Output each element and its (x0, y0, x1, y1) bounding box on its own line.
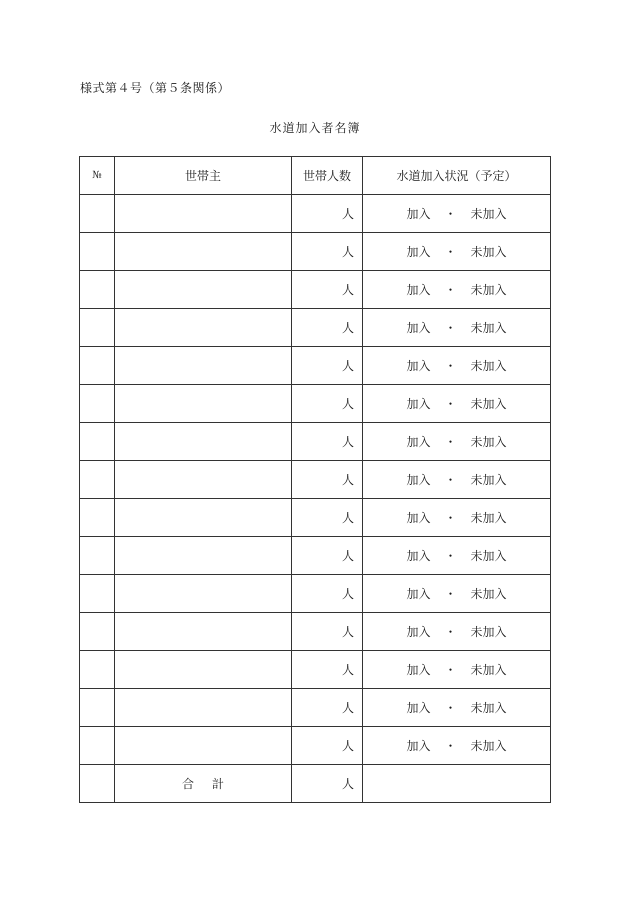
status-join-option[interactable]: 加入 (406, 207, 431, 221)
household-count-cell[interactable] (292, 233, 363, 271)
status-separator: ・ (444, 701, 457, 715)
status-cell (363, 727, 551, 765)
table-row (80, 461, 551, 499)
status-separator: ・ (444, 207, 457, 221)
row-no-cell[interactable] (80, 195, 115, 233)
household-head-cell[interactable] (115, 347, 292, 385)
household-head-cell[interactable] (115, 613, 292, 651)
status-cell (363, 537, 551, 575)
status-not-join-option[interactable]: 未加入 (470, 511, 507, 525)
status-separator: ・ (444, 473, 457, 487)
person-unit: 人 (341, 511, 354, 525)
table-row (80, 423, 551, 461)
status-cell (363, 423, 551, 461)
person-unit: 人 (341, 435, 354, 449)
table-row (80, 347, 551, 385)
row-no-cell[interactable] (80, 575, 115, 613)
person-unit: 人 (341, 473, 354, 487)
status-cell (363, 347, 551, 385)
row-no-cell[interactable] (80, 347, 115, 385)
row-no-cell[interactable] (80, 613, 115, 651)
household-head-cell[interactable] (115, 195, 292, 233)
status-cell (363, 499, 551, 537)
household-head-cell[interactable] (115, 727, 292, 765)
table-row (80, 233, 551, 271)
header-household-count: 世帯人数 (292, 157, 363, 195)
status-not-join-option[interactable]: 未加入 (470, 435, 507, 449)
table-row (80, 613, 551, 651)
table-row (80, 537, 551, 575)
household-count-cell[interactable] (292, 461, 363, 499)
status-separator: ・ (444, 663, 457, 677)
status-separator: ・ (444, 359, 457, 373)
row-no-cell[interactable] (80, 689, 115, 727)
status-not-join-option[interactable]: 未加入 (470, 245, 507, 259)
total-row (80, 765, 551, 803)
household-count-cell[interactable] (292, 423, 363, 461)
status-not-join-option[interactable]: 未加入 (470, 397, 507, 411)
person-unit: 人 (341, 207, 354, 221)
household-count-cell[interactable] (292, 613, 363, 651)
status-not-join-option[interactable]: 未加入 (470, 701, 507, 715)
household-head-cell[interactable] (115, 499, 292, 537)
status-separator: ・ (444, 625, 457, 639)
status-join-option[interactable]: 加入 (406, 435, 431, 449)
person-unit: 人 (341, 625, 354, 639)
row-no-cell[interactable] (80, 651, 115, 689)
household-count-cell[interactable] (292, 537, 363, 575)
person-unit: 人 (341, 701, 354, 715)
household-head-cell[interactable] (115, 537, 292, 575)
total-no-cell (80, 765, 115, 803)
table-row (80, 195, 551, 233)
row-no-cell[interactable] (80, 271, 115, 309)
total-label: 合計 (115, 765, 292, 803)
status-not-join-option[interactable]: 未加入 (470, 207, 507, 221)
status-separator: ・ (444, 549, 457, 563)
form-number-label: 様式第４号（第５条関係） (80, 81, 231, 95)
person-unit: 人 (341, 245, 354, 259)
status-cell (363, 385, 551, 423)
household-count-cell[interactable] (292, 499, 363, 537)
total-unit: 人 (341, 777, 354, 791)
table-header-row (80, 157, 551, 195)
status-join-option[interactable]: 加入 (406, 701, 431, 715)
person-unit: 人 (341, 587, 354, 601)
household-count-cell[interactable] (292, 651, 363, 689)
household-head-cell[interactable] (115, 233, 292, 271)
status-join-option[interactable]: 加入 (406, 663, 431, 677)
status-not-join-option[interactable]: 未加入 (470, 587, 507, 601)
household-head-cell[interactable] (115, 689, 292, 727)
document-title: 水道加入者名簿 (269, 121, 361, 135)
status-not-join-option[interactable]: 未加入 (470, 739, 507, 753)
status-join-option[interactable]: 加入 (406, 511, 431, 525)
status-join-option[interactable]: 加入 (406, 283, 431, 297)
water-subscriber-register-table (79, 156, 551, 803)
person-unit: 人 (341, 321, 354, 335)
row-no-cell[interactable] (80, 385, 115, 423)
household-count-cell[interactable] (292, 689, 363, 727)
status-join-option[interactable]: 加入 (406, 739, 431, 753)
status-join-option[interactable]: 加入 (406, 549, 431, 563)
table-body (80, 195, 551, 765)
total-count-cell[interactable] (292, 765, 363, 803)
status-cell (363, 271, 551, 309)
household-head-cell[interactable] (115, 385, 292, 423)
status-join-option[interactable]: 加入 (406, 359, 431, 373)
status-join-option[interactable]: 加入 (406, 245, 431, 259)
household-count-cell[interactable] (292, 575, 363, 613)
status-not-join-option[interactable]: 未加入 (470, 473, 507, 487)
status-not-join-option[interactable]: 未加入 (470, 663, 507, 677)
header-household-head: 世帯主 (115, 157, 292, 195)
person-unit: 人 (341, 739, 354, 753)
status-join-option[interactable]: 加入 (406, 397, 431, 411)
status-cell (363, 233, 551, 271)
table-row (80, 651, 551, 689)
status-separator: ・ (444, 321, 457, 335)
status-join-option[interactable]: 加入 (406, 625, 431, 639)
status-join-option[interactable]: 加入 (406, 473, 431, 487)
person-unit: 人 (341, 397, 354, 411)
status-separator: ・ (444, 397, 457, 411)
household-count-cell[interactable] (292, 385, 363, 423)
status-separator: ・ (444, 587, 457, 601)
table-row (80, 499, 551, 537)
household-count-cell[interactable] (292, 271, 363, 309)
household-count-cell[interactable] (292, 727, 363, 765)
household-count-cell[interactable] (292, 347, 363, 385)
status-cell (363, 309, 551, 347)
row-no-cell[interactable] (80, 233, 115, 271)
status-separator: ・ (444, 435, 457, 449)
status-cell (363, 613, 551, 651)
row-no-cell[interactable] (80, 499, 115, 537)
status-join-option[interactable]: 加入 (406, 587, 431, 601)
table-row (80, 575, 551, 613)
status-cell (363, 575, 551, 613)
status-not-join-option[interactable]: 未加入 (470, 283, 507, 297)
header-status: 水道加入状況（予定） (363, 157, 551, 195)
person-unit: 人 (341, 663, 354, 677)
household-head-cell[interactable] (115, 461, 292, 499)
household-head-cell[interactable] (115, 651, 292, 689)
status-separator: ・ (444, 283, 457, 297)
table-row (80, 385, 551, 423)
table-row (80, 689, 551, 727)
row-no-cell[interactable] (80, 727, 115, 765)
row-no-cell[interactable] (80, 423, 115, 461)
status-not-join-option[interactable]: 未加入 (470, 359, 507, 373)
status-separator: ・ (444, 245, 457, 259)
household-count-cell[interactable] (292, 309, 363, 347)
status-separator: ・ (444, 739, 457, 753)
household-count-cell[interactable] (292, 195, 363, 233)
table-row (80, 309, 551, 347)
table-row (80, 727, 551, 765)
status-cell (363, 689, 551, 727)
status-not-join-option[interactable]: 未加入 (470, 549, 507, 563)
status-cell (363, 651, 551, 689)
status-cell (363, 195, 551, 233)
status-not-join-option[interactable]: 未加入 (470, 321, 507, 335)
person-unit: 人 (341, 359, 354, 373)
row-no-cell[interactable] (80, 461, 115, 499)
person-unit: 人 (341, 283, 354, 297)
row-no-cell[interactable] (80, 537, 115, 575)
household-head-cell[interactable] (115, 423, 292, 461)
household-head-cell[interactable] (115, 271, 292, 309)
household-head-cell[interactable] (115, 309, 292, 347)
household-head-cell[interactable] (115, 575, 292, 613)
status-not-join-option[interactable]: 未加入 (470, 625, 507, 639)
total-status-cell (363, 765, 551, 803)
row-no-cell[interactable] (80, 309, 115, 347)
status-separator: ・ (444, 511, 457, 525)
header-no: № (80, 157, 115, 195)
status-join-option[interactable]: 加入 (406, 321, 431, 335)
person-unit: 人 (341, 549, 354, 563)
table-row (80, 271, 551, 309)
status-cell (363, 461, 551, 499)
